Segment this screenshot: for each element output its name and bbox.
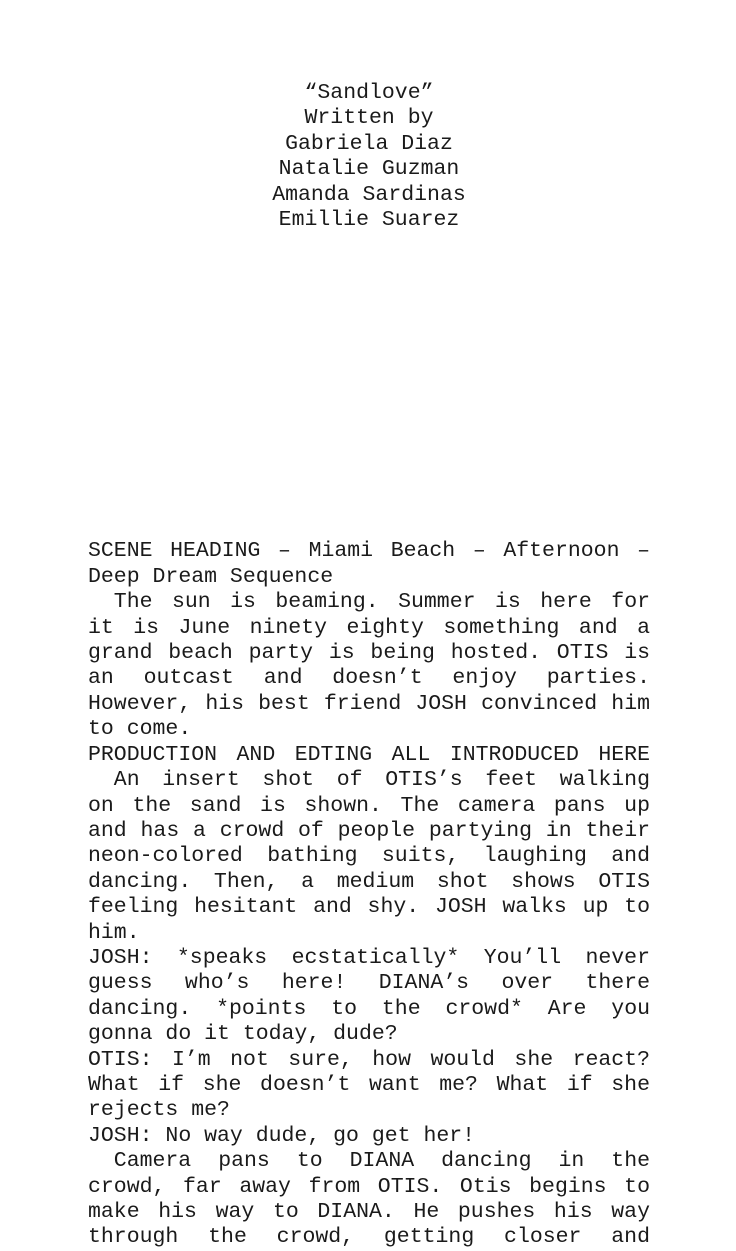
title-line: Gabriela Diaz <box>285 131 453 156</box>
paragraph-scene-heading <box>88 539 650 590</box>
script-line: on the sand is shown. The camera pans up <box>88 793 650 818</box>
paragraph-production-note <box>88 743 650 768</box>
title-line: Emillie Suarez <box>278 208 460 233</box>
script-line: to come. <box>88 717 192 742</box>
title-line: Amanda Sardinas <box>272 182 466 207</box>
script-line: Deep Dream Sequence <box>88 564 334 589</box>
script-line: Camera pans to DIANA dancing in the <box>113 1149 650 1174</box>
script-line: grand beach party is being hosted. OTIS is <box>88 641 650 666</box>
script-line: dancing. *points to the crowd* Are you <box>88 996 650 1021</box>
script-line: PRODUCTION AND EDTING ALL INTRODUCED HERE <box>88 742 650 767</box>
paragraph-dialogue <box>88 1048 650 1124</box>
script-line: An insert shot of OTIS’s feet walking <box>113 768 650 793</box>
script-line: and has a crowd of people partying in their <box>88 818 650 843</box>
script-line: crowd, far away from OTIS. Otis begins to <box>88 1174 650 1199</box>
script-line: OTIS: I’m not sure, how would she react? <box>88 1047 650 1072</box>
script-line: What if she doesn’t want me? What if she <box>88 1072 650 1097</box>
script-line: JOSH: *speaks ecstatically* You’ll never <box>88 945 650 970</box>
script-line: neon-colored bathing suits, laughing and <box>88 844 650 869</box>
paragraph-dialogue <box>88 946 650 1048</box>
paragraph-dialogue <box>88 1124 650 1149</box>
script-line: dancing. Then, a medium shot shows OTIS <box>88 869 650 894</box>
script-line: through the crowd, getting closer and <box>88 1225 650 1250</box>
script-line: SCENE HEADING – Miami Beach – Afternoon – <box>88 539 650 564</box>
script-line: an outcast and doesn’t enjoy parties. <box>88 666 650 691</box>
script-line: The sun is beaming. Summer is here for <box>113 590 650 615</box>
script-line: feeling hesitant and shy. JOSH walks up to <box>88 895 650 920</box>
script-line: make his way to DIANA. He pushes his way <box>88 1200 650 1224</box>
title-line: Natalie Guzman <box>278 157 460 182</box>
paragraph-action <box>88 590 650 742</box>
title-body-gap <box>0 233 736 539</box>
script-body <box>88 539 650 1250</box>
script-line: guess who’s here! DIANA’s over there <box>88 971 650 996</box>
paragraph-action <box>88 768 650 946</box>
script-line: JOSH: No way dude, go get her! <box>88 1123 476 1148</box>
script-line: rejects me? <box>88 1098 230 1123</box>
document-title: “Sandlove” <box>304 81 434 105</box>
title-block <box>88 81 650 233</box>
script-line: him. <box>88 920 140 945</box>
title-line: Written by <box>304 106 434 131</box>
script-line: However, his best friend JOSH convinced him <box>88 691 650 716</box>
paragraph-action <box>88 1149 650 1251</box>
script-line: it is June ninety eighty something and a <box>88 615 650 640</box>
script-line: gonna do it today, dude? <box>88 1022 398 1047</box>
